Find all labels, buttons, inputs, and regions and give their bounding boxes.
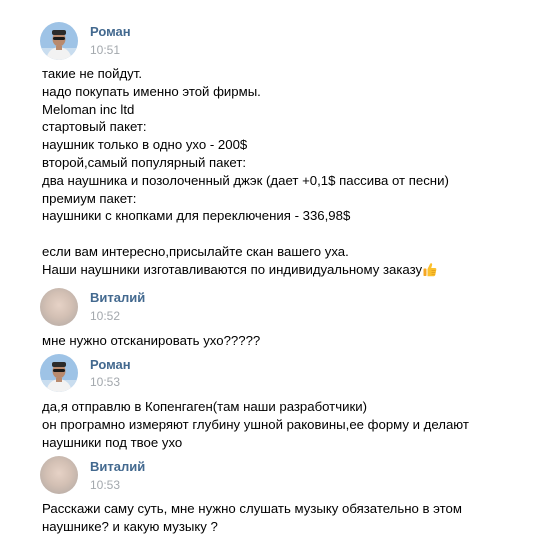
avatar-vitaliy[interactable] xyxy=(40,456,78,494)
avatar-roman[interactable] xyxy=(40,354,78,392)
text-line: наушники с кнопками для переключения - 336,98$ xyxy=(42,208,351,224)
text-line: надо покупать именно этой фирмы. xyxy=(42,83,261,99)
text-line: мне нужно отсканировать ухо????? xyxy=(42,333,261,348)
text-line: если вам интересно,присылайте скан вашего уха. xyxy=(42,243,349,259)
person-photo-icon xyxy=(40,354,78,392)
author-name[interactable]: Виталий xyxy=(90,459,146,474)
text-line: наушник только в одно ухо - 200$ xyxy=(42,137,248,153)
text-line: Расскажи саму суть, мне нужно слушать музыку обязательно в этом xyxy=(42,501,462,516)
author-name[interactable]: Роман xyxy=(90,357,131,372)
avatar-roman[interactable] xyxy=(40,22,78,60)
text-line: да,я отправлю в Копенгаген(там наши разработчики) xyxy=(42,399,367,414)
text-line: Meloman inc ltd xyxy=(42,101,135,117)
text-line: стартовый пакет: xyxy=(42,119,147,135)
message-time[interactable]: 10:52 xyxy=(90,309,121,323)
message-text xyxy=(42,500,532,536)
text-line: наушники под твое ухо xyxy=(42,434,183,450)
message-time[interactable]: 10:53 xyxy=(90,375,121,389)
text-line: такие не пойдут. xyxy=(42,66,143,81)
blurred-avatar-icon xyxy=(40,288,78,326)
message-text xyxy=(42,398,532,451)
message-text xyxy=(42,65,532,279)
message-time[interactable]: 10:53 xyxy=(90,478,121,492)
message-text xyxy=(42,332,532,350)
text-line: он програмно измеряют глубину ушной раковины,ее форму и делают xyxy=(42,416,469,432)
text-line: наушнике? и какую музыку ? xyxy=(42,518,218,534)
avatar-vitaliy[interactable] xyxy=(40,288,78,326)
text-line-with-emoji xyxy=(42,261,532,279)
text-line: два наушника и позолоченный джэк (дает +0,1$ пассива от песни) xyxy=(42,172,449,188)
text-line: Наши наушники изготавливаются по индивидуальному заказу xyxy=(42,261,423,277)
author-name[interactable]: Виталий xyxy=(90,290,146,305)
text-line: второй,самый популярный пакет: xyxy=(42,154,247,170)
message-time[interactable]: 10:51 xyxy=(90,43,121,57)
person-photo-icon xyxy=(40,22,78,60)
author-name[interactable]: Роман xyxy=(90,24,131,39)
text-line xyxy=(42,225,532,243)
text-line: премиум пакет: xyxy=(42,190,137,206)
thumbs-up-icon xyxy=(423,262,437,277)
blurred-avatar-icon xyxy=(40,456,78,494)
